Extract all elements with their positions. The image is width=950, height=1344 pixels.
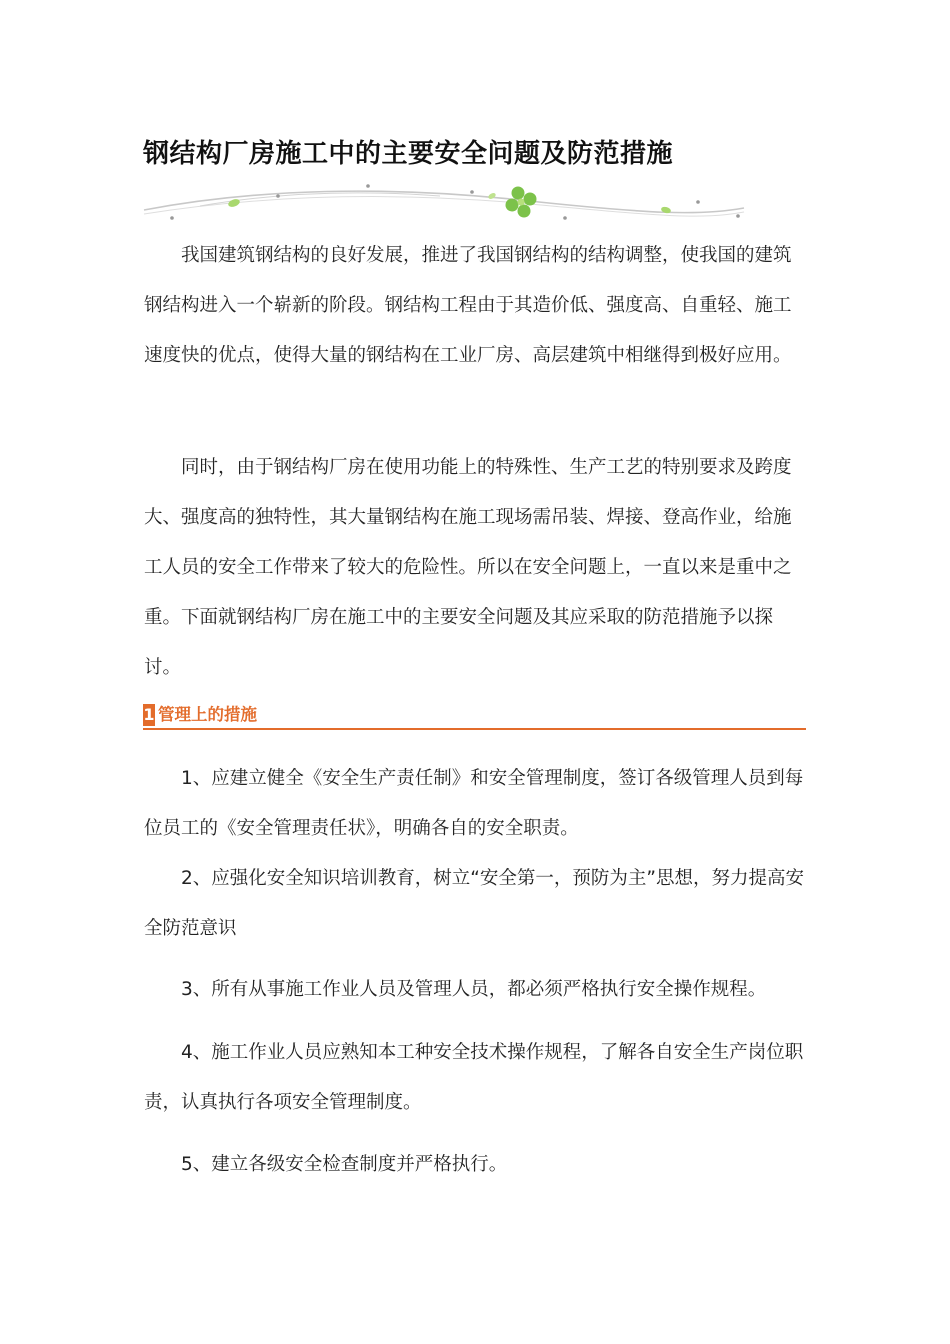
section-number: 1 (143, 705, 155, 724)
section-title: 管理上的措施 (158, 705, 257, 724)
clover-icon (506, 187, 537, 218)
list-item: 3、所有从事施工作业人员及管理人员，都必须严格执行安全操作规程。 (181, 979, 767, 1000)
paragraph-background: 同时，由于钢结构厂房在使用功能上的特殊性、生产工艺的特别要求及跨度大、强度高的独特性，其大量钢结构在施工现场需吊装、焊接、登高作业，给施工人员的安全工作带来了较大的危险性。所以在安全问题上，一直以来是重中之重。下面就钢结构厂房在施工中的主要安全问题及其应采取的防范措施予以探讨。 (144, 457, 792, 678)
list-item: 5、建立各级安全检查制度并严格执行。 (181, 1154, 508, 1175)
section-heading (143, 703, 806, 730)
vine-clover-divider (140, 178, 750, 228)
list-item: 4、施工作业人员应熟知本工种安全技术操作规程，了解各自安全生产岗位职责，认真执行各项安全管理制度。 (144, 1042, 804, 1113)
document-title: 钢结构厂房施工中的主要安全问题及防范措施 (143, 139, 674, 169)
list-item: 1、应建立健全《安全生产责任制》和安全管理制度，签订各级管理人员到每位员工的《安全管理责任状》，明确各自的安全职责。 (144, 768, 804, 839)
paragraph-intro: 我国建筑钢结构的良好发展，推进了我国钢结构的结构调整，使我国的建筑钢结构进入一个崭新的阶段。钢结构工程由于其造价低、强度高、自重轻、施工速度快的优点，使得大量的钢结构在工业厂房、高层建筑中相继得到极好应用。 (144, 245, 792, 366)
list-item: 2、应强化安全知识培训教育，树立“安全第一，预防为主”思想，努力提高安全防范意识 (144, 868, 804, 939)
